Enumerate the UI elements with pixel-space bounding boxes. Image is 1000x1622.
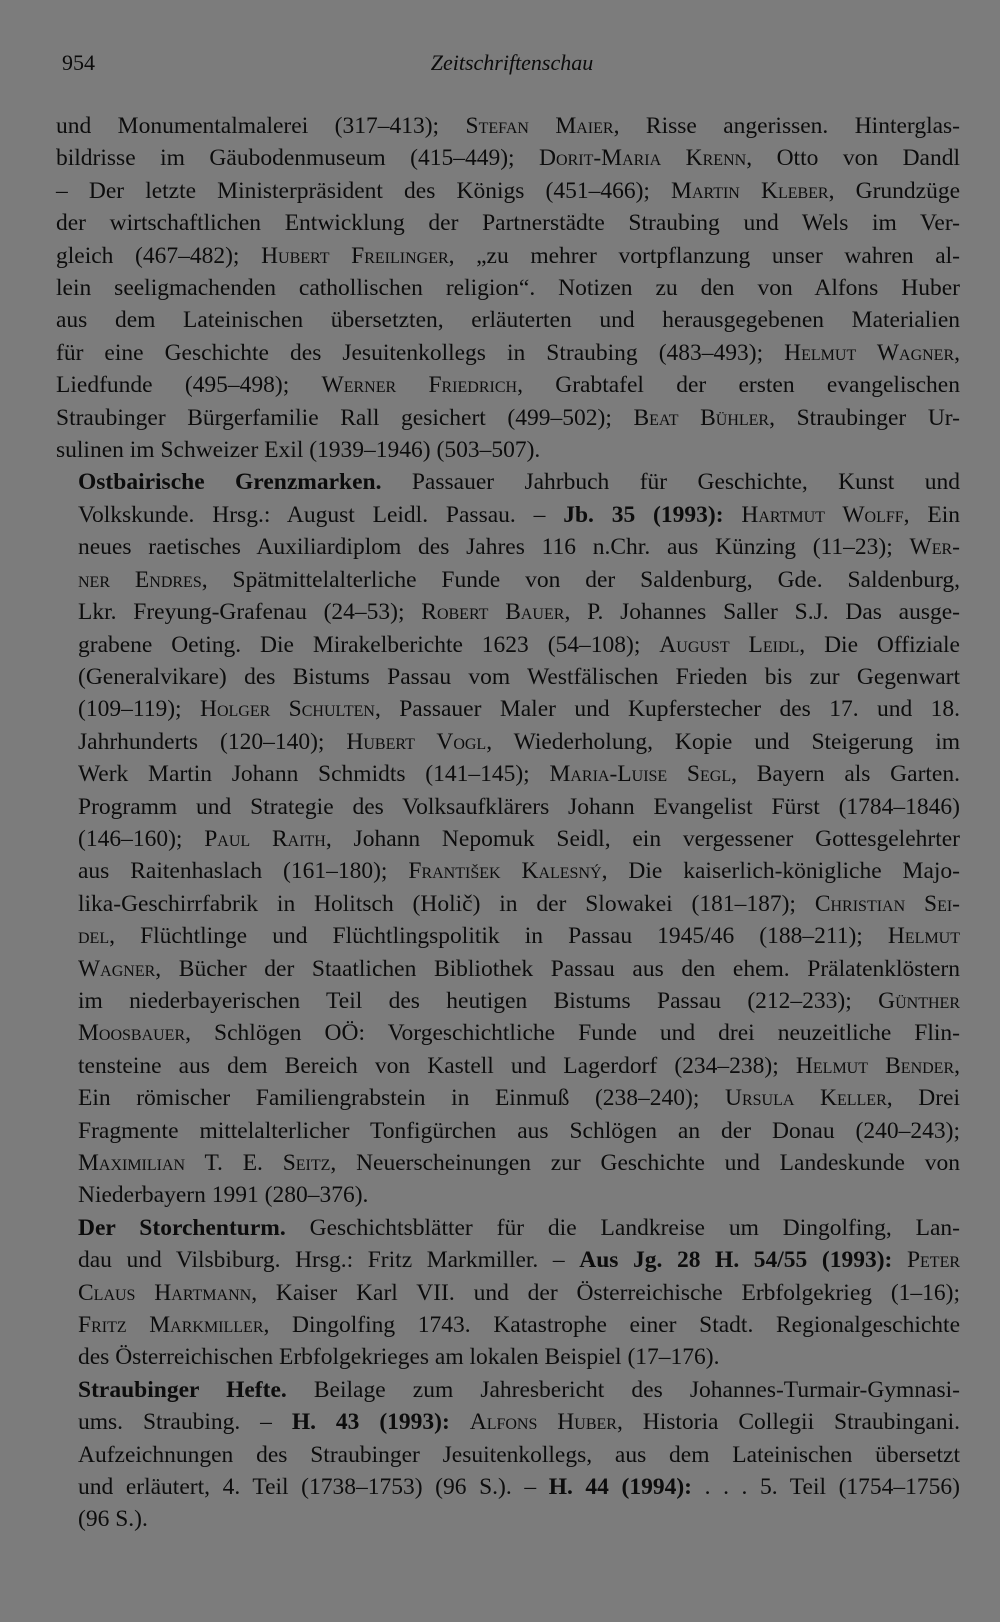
text-run: Programm und Strategie des Volksaufklärers Johann Evangelist Fürst (1784–1846) [78,793,960,820]
text-line [56,791,960,823]
text-run: aus Raitenhaslach (161–180); [78,858,409,885]
text-run: , Ein [903,501,960,528]
bold-label: H. 44 (1994): [548,1474,693,1501]
text-line [56,758,960,790]
text-run: , Spätmittelalterliche Funde von der Saldenburg, Gde. Saldenburg, [201,566,960,593]
text-run: (146–160); [78,825,205,852]
text-run: für eine Geschichte des Jesuitenkollegs in Straubing (483–493); [56,339,785,366]
text-run: , [954,1052,960,1079]
author-name: Paul Raith [204,825,326,852]
text-line [56,855,960,887]
text-run: (96 S.). [78,1506,148,1533]
text-run: Lkr. Freyung-Grafenau (24–53); [78,599,422,626]
text-line [56,823,960,855]
body-text [56,110,960,1536]
text-line [56,1374,960,1406]
text-line [56,1179,960,1211]
text-run: Volkskunde. Hrsg.: August Leidl. Passau. – [78,501,564,528]
author-name: August Leidl [659,631,800,658]
author-name: Hubert Freilinger [261,242,449,269]
text-run: dau und Vilsbiburg. Hrsg.: Fritz Markmiller. – [78,1247,580,1274]
text-run: , Die kaiserlich-königliche Majo- [601,858,960,885]
text-run: im niederbayerischen Teil des heutigen Bistums Passau (212–233); [78,987,879,1014]
text-line [56,1050,960,1082]
text-line [56,888,960,920]
text-run: , Passauer Maler und Kupferstecher des 17. und 18. [374,696,961,723]
text-line [56,564,960,596]
text-run: Jahrhunderts (120–140); [78,728,347,755]
text-run: Ein römischer Familiengrabstein in Einmuß (238–240); [78,1085,725,1112]
text-line [56,1503,960,1535]
author-name: Helmut [887,923,960,950]
text-run: und erläutert, 4. Teil (1738–1753) (96 S.). – [78,1474,549,1501]
text-line [56,661,960,693]
text-run: Liedfunde (495–498); [56,372,322,399]
text-run: , „zu mehrer vortpflanzung unser wahren al- [448,242,960,269]
text-line [56,240,960,272]
text-run: , Neuerscheinungen zur Geschichte und Landeskunde von [330,1150,960,1176]
text-run: , Otto von Dandl [746,145,961,172]
text-run: Straubinger Bürgerfamilie Rall gesichert (499–502); [56,404,634,431]
text-line [56,1309,960,1341]
text-run: , [954,339,960,366]
text-line [56,1277,960,1309]
paragraph-continuation [56,110,960,466]
author-name: Maria-Luise Segl [549,761,732,788]
text-run: und Monumentalmalerei (317–413); [56,113,466,139]
author-name: Holger Schulten [199,696,375,723]
text-run: . . . 5. Teil (1754–1756) [692,1474,961,1501]
author-name: Ursula Keller [724,1085,887,1112]
author-name: Claus Hartmann [78,1279,252,1306]
text-run: – Der letzte Ministerpräsident des Königs (451–466); [56,177,672,204]
text-run: neues raetisches Auxiliardiplom des Jahres 116 n.Chr. aus Künzing (11–23); [78,534,910,561]
text-run [892,1247,907,1273]
page-number: 954 [62,50,95,75]
text-run: Werk Martin Johann Schmidts (141–145); [78,761,550,788]
text-run: bildrisse im Gäubodenmuseum (415–449); [56,145,540,172]
text-line [56,985,960,1017]
text-line [56,1341,960,1373]
text-line [56,1017,960,1049]
text-run: , Drei [886,1085,960,1112]
text-line [56,920,960,952]
text-line [56,207,960,239]
text-run: , Historia Collegii Straubingani. [616,1409,960,1436]
text-line [56,434,960,466]
text-run: , Die Offiziale [799,631,960,658]
bold-label: H. 43 (1993): [291,1409,450,1436]
author-name: Beat Bühler [633,404,770,431]
text-run: grabene Oeting. Die Mirakelberichte 1623 (54–108); [78,631,660,658]
text-run [724,502,742,528]
text-run: Fragmente mittelalterlicher Tonfigürchen aus Schlögen an der Donau (240–243); [78,1117,960,1144]
bold-label: Der Storchenturm. [78,1214,286,1241]
author-name: Christian Sei- [814,890,960,917]
text-line [56,1115,960,1147]
text-line [56,1147,960,1179]
text-run [450,1409,470,1435]
author-name: del [78,923,110,950]
author-name: Dorit-Maria Krenn [539,145,747,172]
text-line [56,531,960,563]
author-name: Helmut Bender [795,1052,955,1079]
text-line [56,953,960,985]
entry-ostbairische-grenzmarken [56,466,960,1211]
text-run: , Flüchtlinge und Flüchtlingspolitik in Passau 1945/46 (188–211); [109,923,888,950]
text-line [56,1406,960,1438]
text-run: lein seeligmachenden cathollischen religion“. Notizen zu den von Alfons Huber [56,275,960,302]
author-name: Alfons Huber [469,1409,617,1436]
text-line [56,1471,960,1503]
text-line [56,499,960,531]
text-line [56,1212,960,1244]
running-head [62,44,962,78]
text-run: , Grundzüge [828,177,960,204]
author-name: Stefan Maier [465,113,614,139]
text-run: lika-Geschirrfabrik in Holitsch (Holič) in der Slowakei (181–187); [78,890,815,917]
text-run: Beilage zum Jahresbericht des Johannes-Turmair-Gymnasi- [286,1376,961,1403]
bold-label: Jb. 35 (1993): [563,501,724,528]
text-line [56,466,960,498]
text-line [56,110,960,142]
author-name: Wer- [909,534,960,561]
author-name: Martin Kleber [671,177,829,204]
text-line [56,402,960,434]
text-line [56,272,960,304]
entry-straubinger-hefte [56,1374,960,1536]
author-name: Hubert Vogl [346,728,487,755]
text-line [56,726,960,758]
text-line [56,337,960,369]
text-run: tensteine aus dem Bereich von Kastell und Lagerdorf (234–238); [78,1052,796,1079]
author-name: Günther [878,987,960,1014]
author-name: Peter [906,1247,961,1274]
author-name: Helmut Wagner [784,339,955,366]
text-line [56,175,960,207]
text-run: , Kaiser Karl VII. und der Österreichische Erbfolgekrieg (1–16); [251,1279,961,1306]
text-run: , Risse angerissen. Hinterglas- [613,113,961,139]
text-run: Aufzeichnungen des Straubinger Jesuitenkollegs, aus dem Lateinischen übersetzt [78,1441,960,1468]
text-line [56,1439,960,1471]
text-line [56,304,960,336]
text-run: Passauer Jahrbuch für Geschichte, Kunst und [381,469,960,496]
author-name: Wagner [78,955,156,982]
text-run: aus dem Lateinischen übersetzten, erläuterten und herausgegebenen Materialien [56,307,960,334]
text-run: , Dingolfing 1743. Katastrophe einer Stadt. Regionalgeschichte [263,1312,961,1339]
text-run: sulinen im Schweizer Exil (1939–1946) (503–507). [56,437,541,464]
entry-der-storchenturm [56,1212,960,1374]
text-run: , Straubinger Ur- [769,404,960,431]
text-line [56,142,960,174]
author-name: ner Endres [78,566,202,593]
journal-title: Zeitschriftenschau [430,50,594,75]
author-name: Moosbauer [78,1020,186,1047]
text-line [56,1244,960,1276]
text-line [56,693,960,725]
text-run: Geschichtsblätter für die Landkreise um Dingolfing, Lan- [285,1214,960,1241]
text-line [56,1082,960,1114]
text-run: des Österreichischen Erbfolgekrieges am lokalen Beispiel (17–176). [78,1344,720,1371]
author-name: Maximilian T. E. Seitz [78,1150,331,1176]
text-run: (109–119); [78,696,200,723]
text-run: , Bücher der Staatlichen Bibliothek Passau aus den ehem. Prälatenklöstern [155,955,960,982]
text-run: , P. Johannes Saller S.J. Das ausge- [564,599,960,626]
author-name: Hartmut Wolff [741,501,904,528]
author-name: Robert Bauer [421,599,565,626]
text-run: Niederbayern 1991 (280–376). [78,1182,369,1209]
text-line [56,369,960,401]
bold-label: Ostbairische Grenzmarken. [78,469,382,496]
text-run: , Bayern als Garten. [731,761,960,788]
text-run: , Johann Nepomuk Seidl, ein vergessener Gottesgelehrter [325,825,961,852]
text-line [56,596,960,628]
text-run: , Wiederholung, Kopie und Steigerung im [486,728,960,755]
text-run: , Schlögen OÖ: Vorgeschichtliche Funde und drei neuzeitliche Flin- [185,1020,960,1047]
text-run: ums. Straubing. – [78,1409,292,1436]
text-run: , Grabtafel der ersten evangelischen [517,372,960,399]
author-name: Werner Friedrich [321,372,518,399]
text-run: (Generalvikare) des Bistums Passau vom Westfälischen Frieden bis zur Gegenwart [78,663,960,690]
author-name: Fritz Markmiller [78,1312,264,1339]
text-run: der wirtschaftlichen Entwicklung der Partnerstädte Straubing und Wels im Ver- [56,210,960,237]
bold-label: Straubinger Hefte. [78,1376,287,1403]
text-line [56,629,960,661]
bold-label: Aus Jg. 28 H. 54/55 (1993): [579,1247,893,1274]
author-name: František Kalesný [408,858,602,885]
text-run: gleich (467–482); [56,242,262,269]
